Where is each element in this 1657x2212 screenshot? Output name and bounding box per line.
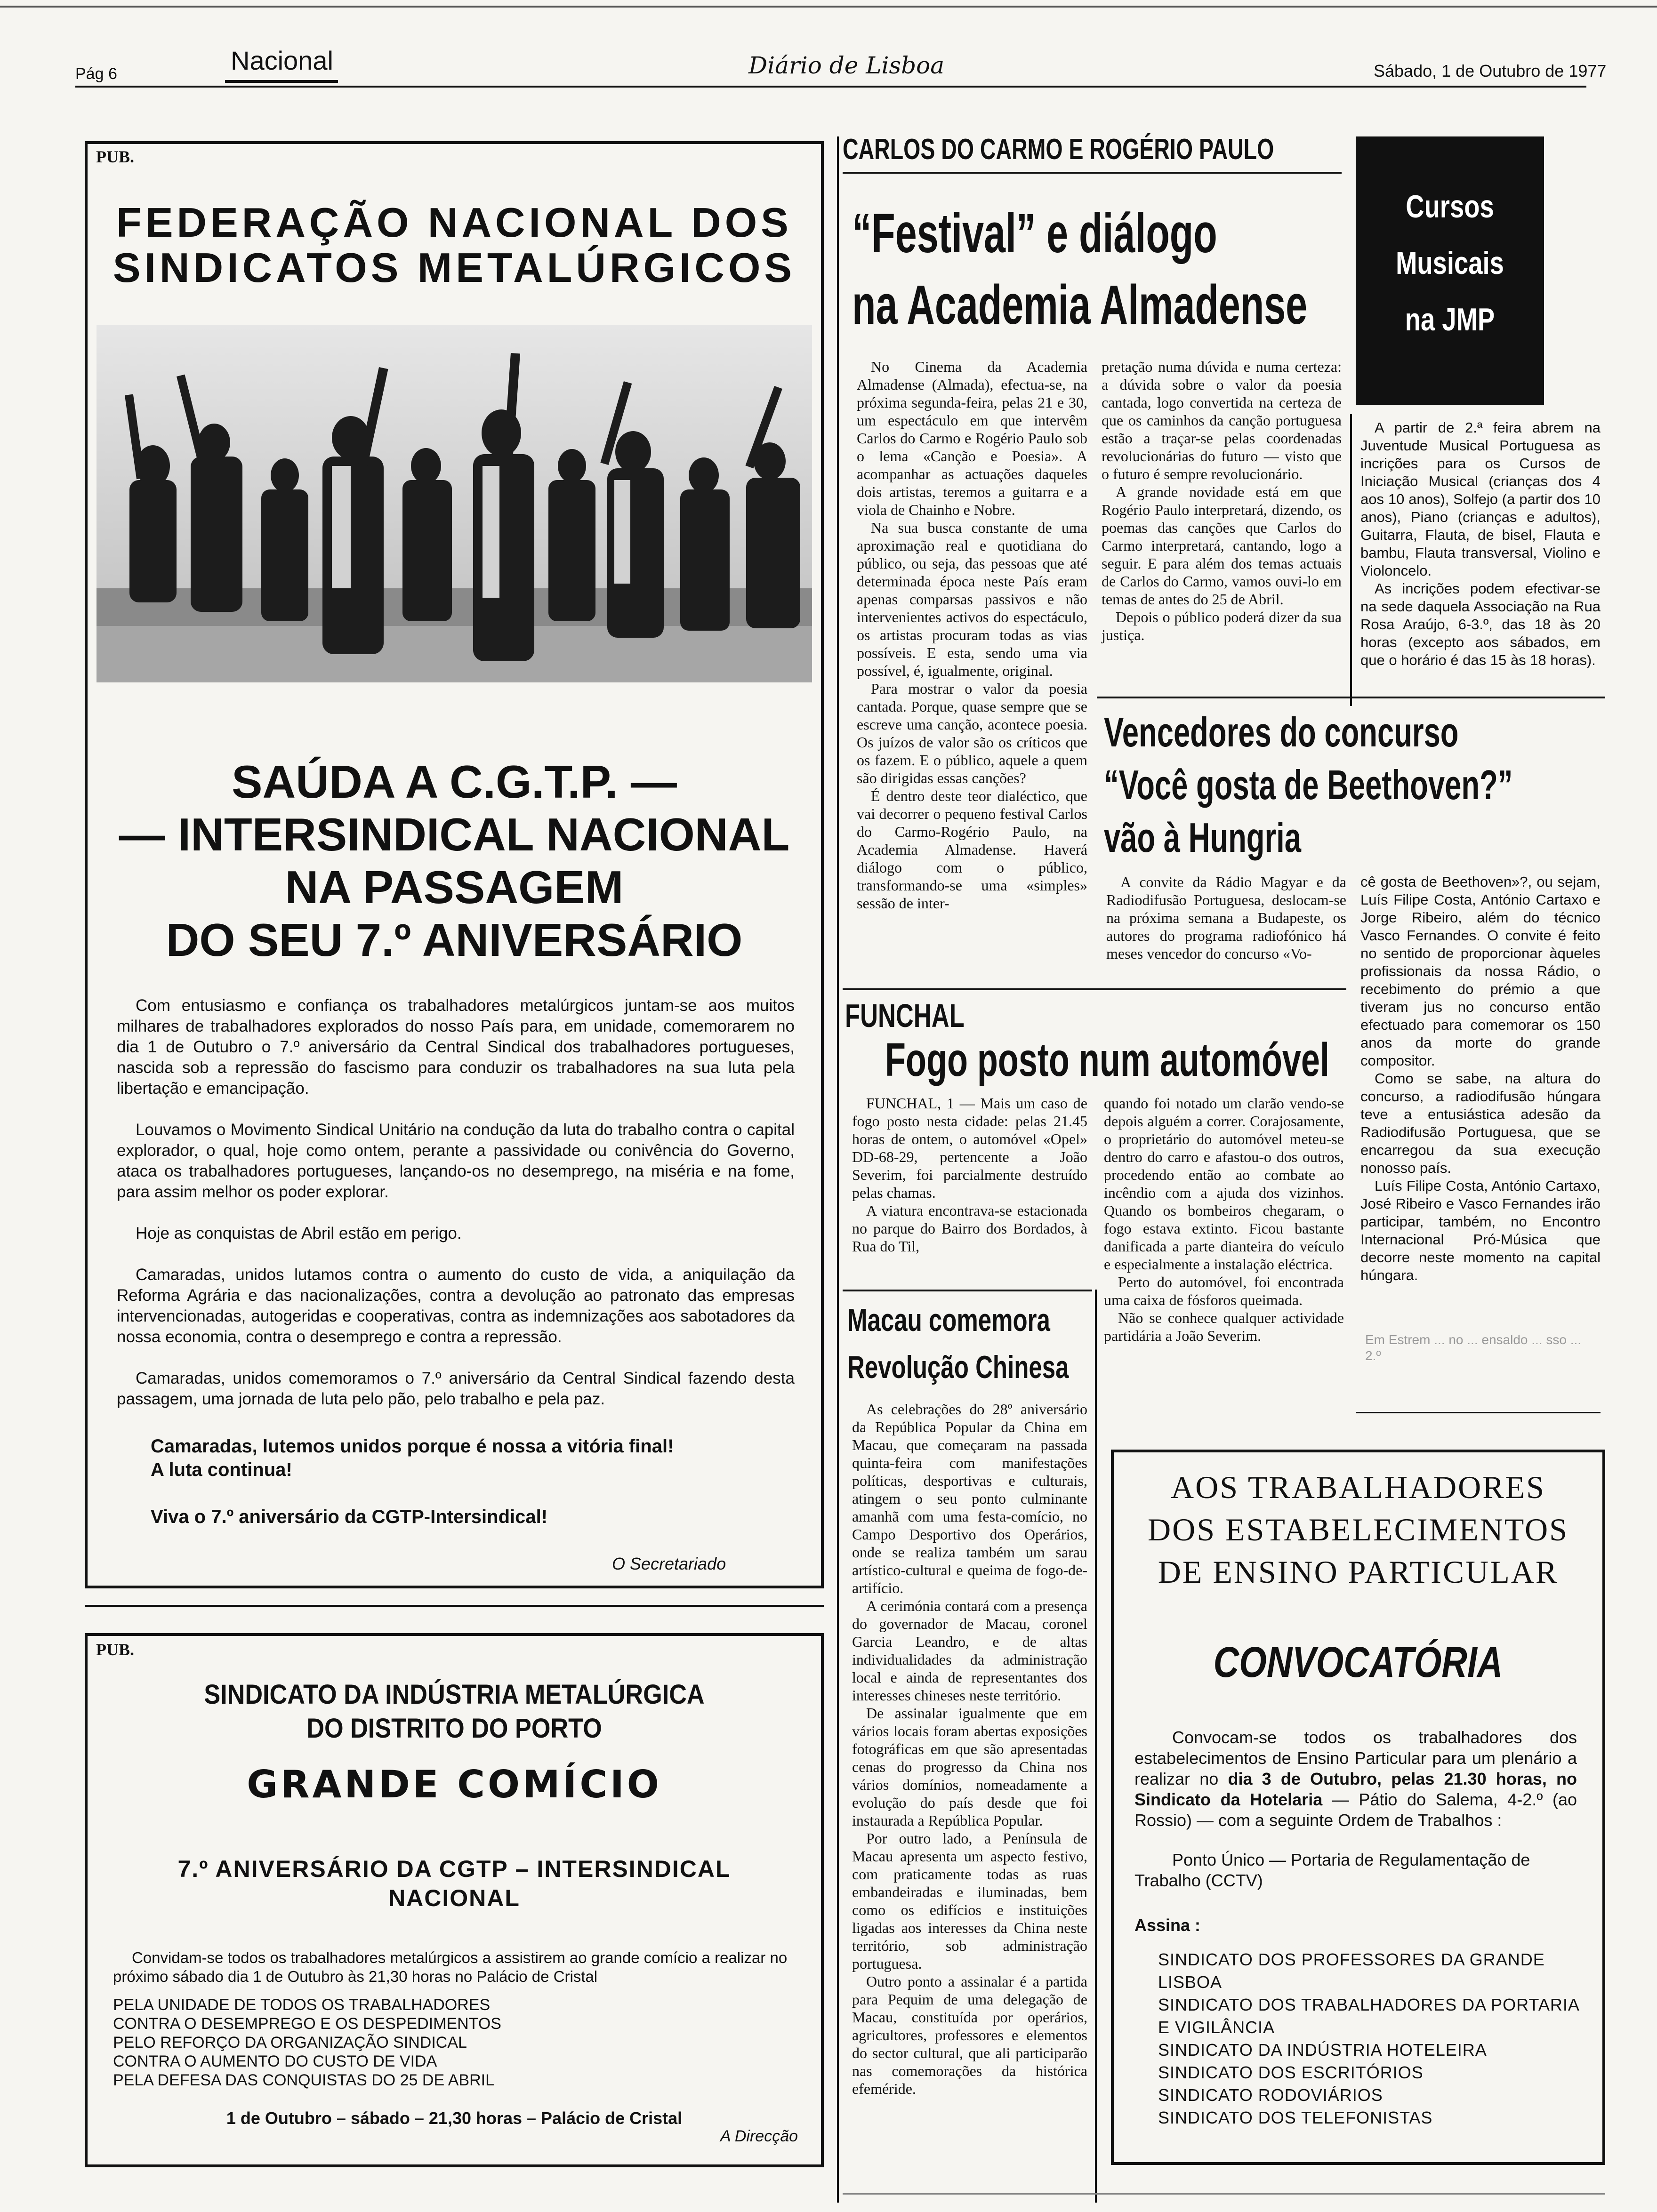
ad-paragraph: Com entusiasmo e confiança os trabalhadores metalúrgicos juntam-se aos muitos milhares de trabalhadores explorados do nosso País para, em unidade, comemorarem no dia 1 de Outubro o 7.º aniversário da Central Sindical dos trabalhadores portugueses, nascida sob a repressão do fascismo para conduzir os trabalhadores na sua luta pela libertação e emancipação. — [117, 996, 795, 1098]
column-rule — [1350, 414, 1352, 706]
ad-ensino-sign-label: Assina : — [1134, 1915, 1201, 1935]
ad-porto-title — [130, 1678, 779, 1746]
funchal-column — [852, 1094, 1087, 1255]
funchal-paragraph: A viatura encontrava-se estacionada no parque do Bairro dos Bordados, à Rua do Til, — [852, 1202, 1087, 1255]
article-kicker: CARLOS DO CARMO E ROGÉRIO PAULO — [843, 133, 1274, 166]
issue-date: Sábado, 1 de Outubro de 1977 — [1374, 61, 1607, 80]
ad-ensino-big: CONVOCATÓRIA — [1213, 1638, 1503, 1686]
ad-slogans — [151, 1435, 800, 1529]
ad-paragraph: Camaradas, unidos lutamos contra o aumento do custo de vida, a aniquilação da Reforma Agrária e das nacionalizações, contra a devolução ao patronato das empresas intervencionadas, autogeridas e cooperativas, contra as indemnizações aos sabotadores da nossa economia, contra o desemprego e contra a repressão. — [117, 1266, 795, 1346]
ad-porto-signature: A Direcção — [720, 2127, 798, 2145]
article-column — [857, 358, 1087, 912]
macau-title-line: Macau comemora — [847, 1302, 1050, 1338]
ad-ensino-title-line: AOS TRABALHADORES — [1171, 1469, 1545, 1505]
ad-porto-title-line: SINDICATO DA INDÚSTRIA METALÚRGICA — [204, 1679, 705, 1710]
ad-ensino-body — [1134, 1727, 1577, 1831]
ad-slogan: A luta continua! — [151, 1459, 292, 1480]
page-number: Pág 6 — [75, 65, 117, 83]
demonstration-photo-drawing — [97, 325, 812, 682]
ad-porto-list-item: CONTRA O AUMENTO DO CUSTO DE VIDA — [113, 2052, 437, 2070]
article-paragraph: Na sua busca constante de uma aproximação real e quotidiana do público, ou seja, das pessoas que até determinada época neste País eram apenas comparsas passivos e não intervenientes activos do espectáculo, os artistas procuram todas as vias possíveis. E esta, sendo uma via possível, é, igualmente, original. — [857, 519, 1087, 679]
ad-ensino-signatory: SINDICATO DOS TRABALHADORES DA PORTARIA E VIGILÂNCIA — [1158, 1995, 1579, 2037]
article-paragraph: No Cinema da Academia Almadense (Almada), efectua-se, na próxima segunda-feira, pelas 21 e 30, um espectáculo em que intervêm Carlos do Carmo e Rogério Paulo sob o lema «Canção e Poesia». A acompanhar as actuações daqueles dois artistas, teremos a guitarra e a viola de Chainho e Nobre. — [857, 358, 1087, 518]
rule — [85, 1605, 824, 1607]
ad-ensino-signatory: SINDICATO DOS ESCRITÓRIOS — [1158, 2063, 1424, 2082]
jmp-column — [1360, 419, 1601, 669]
ad-ensino-signatories — [1158, 1948, 1582, 2129]
beethoven-paragraph: Como se sabe, na altura do concurso, a radiodifusão húngara teve a entusiástica adesão da Radiodifusão Portuguesa, que se encarregou da sua execução nonosso país. — [1360, 1070, 1601, 1176]
ad-headline-line: NA PASSAGEM — [285, 861, 624, 913]
beethoven-title-line: “Você gosta de Beethoven?” — [1104, 761, 1513, 808]
article-column — [1102, 358, 1342, 644]
ad-title-line: SINDICATOS METALÚRGICOS — [113, 244, 796, 291]
beethoven-column — [1106, 873, 1346, 962]
ad-ensino-body-text: — Pátio do Salema, 4-2.º (ao Rossio) — com a seguinte Ordem de Trabalhos : — [1134, 1790, 1577, 1830]
rule — [1356, 1412, 1601, 1413]
ad-slogan: Viva o 7.º aniversário da CGTP-Intersindical! — [151, 1507, 548, 1527]
ad-porto-list-item: PELA UNIDADE DE TODOS OS TRABALHADORES — [113, 1996, 491, 2014]
ad-ensino-body-text: Convocam-se todos os trabalhadores dos estabelecimentos de Ensino Particular para um plenário a realizar no — [1134, 1728, 1577, 1788]
ad-porto-list-item: PELA DEFESA DAS CONQUISTAS DO 25 DE ABRIL — [113, 2071, 494, 2089]
ad-ensino-signatory: SINDICATO RODOVIÁRIOS — [1158, 2085, 1383, 2105]
funchal-paragraph: FUNCHAL, 1 — Mais um caso de fogo posto nesta cidade: pelas 21.45 horas de ontem, o automóvel «Opel» DD-68-29, pertencente a João Severim, foi parcialmente destruído pelas chamas. — [852, 1095, 1087, 1201]
ad-porto-title-line: DO DISTRITO DO PORTO — [306, 1713, 602, 1744]
article-paragraph: É dentro deste teor dialéctico, que vai decorrer o pequeno festival Carlos do Carmo-Rogério Paulo, na Academia Almadense. Haverá diálogo com o público, transformando-se uma «simples» sessão de inter- — [857, 787, 1087, 912]
rule — [1097, 697, 1605, 698]
macau-paragraph: De assinalar igualmente que em vários locais foram abertas exposições fotográficas em que são apresentadas cenas do progresso da China nos vários domínios, nomeadamente a evolução do país desde que foi instaurada a República Popular. — [852, 1705, 1087, 1829]
beethoven-title — [1104, 706, 1512, 864]
article-paragraph: pretação numa dúvida e numa certeza: a dúvida sobre o valor da poesia cantada, logo convertida na certeza de que os caminhos da canção portuguesa estão a traçar-se pelas coordenadas revolucionárias do futuro — visto que o futuro é sempre revolucionário. — [1102, 358, 1342, 482]
ad-headline-line: — INTERSINDICAL NACIONAL — [119, 809, 790, 860]
ad-porto-list-item: PELO REFORÇO DA ORGANIZAÇÃO SINDICAL — [113, 2034, 467, 2052]
ad-porto-list-item: CONTRA O DESEMPREGO E OS DESPEDIMENTOS — [113, 2015, 501, 2033]
article-title — [852, 198, 1307, 341]
ad-ensino-title-line: DE ENSINO PARTICULAR — [1158, 1554, 1559, 1590]
top-rule — [0, 6, 1657, 8]
macau-title-line: Revolução Chinesa — [847, 1349, 1069, 1385]
beethoven-paragraph: A convite da Rádio Magyar e da Radiodifusão Portuguesa, deslocam-se na próxima semana a Budapeste, os autores do programa radiofónico há meses vencedor do concurso «Vo- — [1106, 874, 1346, 962]
ad-porto-big: GRANDE COMÍCIO — [247, 1763, 662, 1806]
kicker-rule — [843, 172, 1342, 174]
ad-title-line: FEDERAÇÃO NACIONAL DOS — [116, 199, 792, 246]
bottom-rule — [843, 2193, 1605, 2195]
beethoven-title-line: Vencedores do concurso — [1104, 709, 1459, 755]
beethoven-title-line: vão à Hungria — [1104, 814, 1301, 861]
ad-ensino-signatory: SINDICATO DOS PROFESSORES DA GRANDE LISBOA — [1158, 1950, 1545, 1992]
ad-title — [94, 200, 814, 290]
funchal-paragraph: Perto do automóvel, foi encontrada uma caixa de fósforos queimada. — [1104, 1274, 1344, 1308]
article-title-line: “Festival” e diálogo — [852, 202, 1217, 264]
ad-ensino-agenda: Ponto Único — Portaria de Regulamentação de Trabalho (CCTV) — [1134, 1850, 1530, 1890]
masthead: Diário de Lisboa — [748, 52, 945, 79]
funchal-paragraph: quando foi notado um clarão vendo-se depois alguém a correr. Corajosamente, o proprietário do automóvel meteu-se dentro do carro e afastou-o dos outros, procedendo então ao combate ao incêndio com a ajuda dos vizinhos. Quando os bombeiros chegaram, o fogo estava extinto. Ficou bastante danificada a parte dianteira do veículo e especialmente a instalação eléctrica. — [1104, 1095, 1344, 1273]
ad-body — [117, 995, 795, 1430]
ad-ensino-body-bold: dia 3 de Outubro, pelas 21.30 horas, no Sindicato da Hotelaria — [1134, 1769, 1577, 1809]
ad-slogan: Camaradas, lutemos unidos porque é nossa a vitória final! — [151, 1436, 674, 1457]
jmp-box — [1356, 136, 1544, 405]
ad-porto-sub-line: NACIONAL — [388, 1885, 520, 1911]
jmp-box-line: Musicais — [1396, 245, 1504, 281]
ad-porto-list — [113, 1996, 796, 2090]
ad-porto-sub-line: 7.º ANIVERSÁRIO DA CGTP – INTERSINDICAL — [177, 1856, 731, 1882]
ad-ensino-title — [1116, 1466, 1601, 1593]
article-title-line: na Academia Almadense — [852, 274, 1308, 336]
jmp-box-line: na JMP — [1405, 302, 1495, 337]
jmp-paragraph: A partir de 2.ª feira abrem na Juventude Musical Portuguesa as incrições para os Cursos de Iniciação Musical (crianças dos 4 aos 10 anos), Solfejo (a partir dos 10 anos), Piano (crianças e adultos), Guitarra, Flauta, de bisel, Flauta e bambu, Flauta transversal, Violino e Violoncelo. — [1360, 419, 1601, 579]
rule — [843, 1290, 1092, 1291]
rule — [843, 988, 1346, 990]
ad-paragraph: Hoje as conquistas de Abril estão em perigo. — [136, 1224, 462, 1242]
funchal-column — [1104, 1094, 1344, 1345]
ad-label: PUB. — [96, 147, 134, 166]
ad-porto-body: Convidam-se todos os trabalhadores metalúrgicos a assistirem ao grande comício a realizar no próximo sábado dia 1 de Outubro às 21,30 horas no Palácio de Cristal — [113, 1949, 788, 1985]
article-paragraph: Depois o público poderá dizer da sua justiça. — [1102, 609, 1342, 643]
column-rule — [837, 136, 839, 2203]
funchal-kicker: FUNCHAL — [845, 997, 965, 1034]
ad-signature: O Secretariado — [612, 1554, 726, 1573]
demonstration-photo — [97, 325, 812, 682]
ad-ensino-signatory: SINDICATO DOS TELEFONISTAS — [1158, 2108, 1433, 2127]
jmp-box-line: Cursos — [1406, 189, 1494, 224]
macau-column — [852, 1400, 1087, 2098]
section-title: Nacional — [231, 46, 333, 75]
beethoven-paragraph: Luís Filipe Costa, António Cartaxo, José Ribeiro e Vasco Fernandes irão participar, também, no Encontro Internacional Pró-Música que decorre neste momento na capital húngara. — [1360, 1178, 1601, 1283]
article-paragraph: A grande novidade está em que Rogério Paulo interpretará, dizendo, os poemas das canções que Carlos do Carmo interpretará, cantando, logo a seguir. E para além dos temas actuais de Carlos do Carmo, vamos ouvi-lo em temas de antes do 25 de Abril. — [1102, 483, 1342, 608]
ad-ensino-signatory: SINDICATO DA INDÚSTRIA HOTELEIRA — [1158, 2040, 1487, 2060]
faded-notice: Em Estrem ... no ... ensaldo ... sso ... 2.º — [1365, 1332, 1582, 1363]
jmp-paragraph: As incrições podem efectivar-se na sede daquela Associação na Rua Rosa Araújo, 6-3.º, das 18 às 20 horas (excepto aos sábados, em que o horário é das 15 às 18 horas). — [1360, 580, 1601, 668]
beethoven-paragraph: cê gosta de Beethoven»?, ou sejam, Luís Filipe Costa, António Cartaxo e Jorge Ribeiro, além do técnico Vasco Fernandes. O convite é feito no sentido de proporcionar àqueles profissionais da nossa Rádio, o recebimento do prémio a que tiveram jus no concurso então efectuado para comemorar os 150 anos da morte do grande compositor. — [1360, 874, 1601, 1069]
macau-paragraph: As celebrações do 28º aniversário da República Popular da China em Macau, que começaram na passada quinta-feira com manifestações políticas, desportivas e culturais, atingem o seu ponto culminante amanhã com uma festa-comício, no Campo Desportivo dos Operários, onde se realiza também um sarau artístico-cultural e queima de fogo-de-artifício. — [852, 1401, 1087, 1596]
ad-porto-footer: 1 de Outubro – sábado – 21,30 horas – Palácio de Cristal — [226, 2108, 683, 2128]
ad-headline-line: SAÚDA A C.G.T.P. — — [232, 756, 677, 808]
article-paragraph: Para mostrar o valor da poesia cantada. Porque, quase sempre que se escreve uma canção, acontece poesia. Os juízos de valor são os críticos que os fazem. E o público, aquele a quem são dirigidas essas canções? — [857, 680, 1087, 786]
section-underline — [225, 80, 338, 83]
macau-paragraph: Por outro lado, a Península de Macau apresenta um aspecto festivo, com praticamente todas as ruas embandeiradas e iluminadas, bem como os edifícios e instituições ligadas aos interesses da China neste território, sob administração portuguesa. — [852, 1830, 1087, 1972]
header-rule — [75, 86, 1586, 88]
column-rule — [1095, 1290, 1097, 2203]
ad-headline-line: DO SEU 7.º ANIVERSÁRIO — [166, 914, 743, 966]
funchal-paragraph: Não se conhece qualquer actividade partidária a João Severim. — [1104, 1309, 1344, 1344]
ad-headline — [94, 755, 814, 966]
macau-paragraph: Outro ponto a assinalar é a partida para Pequim de uma delegação de Macau, constituída por operários, agricultores, professores e elementos do sector cultural, que ali participarão nas comemorações da histórica efeméride. — [852, 1973, 1087, 2097]
ad-ensino-title-line: DOS ESTABELECIMENTOS — [1148, 1512, 1569, 1547]
ad-porto-sub — [99, 1854, 810, 1913]
funchal-title: Fogo posto num automóvel — [885, 1034, 1329, 1086]
macau-title — [847, 1297, 1069, 1391]
ad-paragraph: Louvamos o Movimento Sindical Unitário na condução da luta do trabalho contra o capital explorador, o qual, hoje como ontem, perante a passividade ou conivência do Governo, ataca os trabalhadores portugueses, lançando-os no desemprego, na miséria e na fome, para assim melhor os poder explorar. — [117, 1121, 795, 1201]
beethoven-column — [1360, 873, 1601, 1284]
ad-paragraph: Camaradas, unidos comemoramos o 7.º aniversário da Central Sindical fazendo desta passagem, uma jornada de luta pelo pão, pelo trabalho e pela paz. — [117, 1369, 795, 1408]
ad-label: PUB. — [96, 1640, 134, 1659]
macau-paragraph: A cerimónia contará com a presença do governador de Macau, coronel Garcia Leandro, e de altas individualidades da administração local e ainda de representantes dos interesses chineses neste território. — [852, 1597, 1087, 1704]
